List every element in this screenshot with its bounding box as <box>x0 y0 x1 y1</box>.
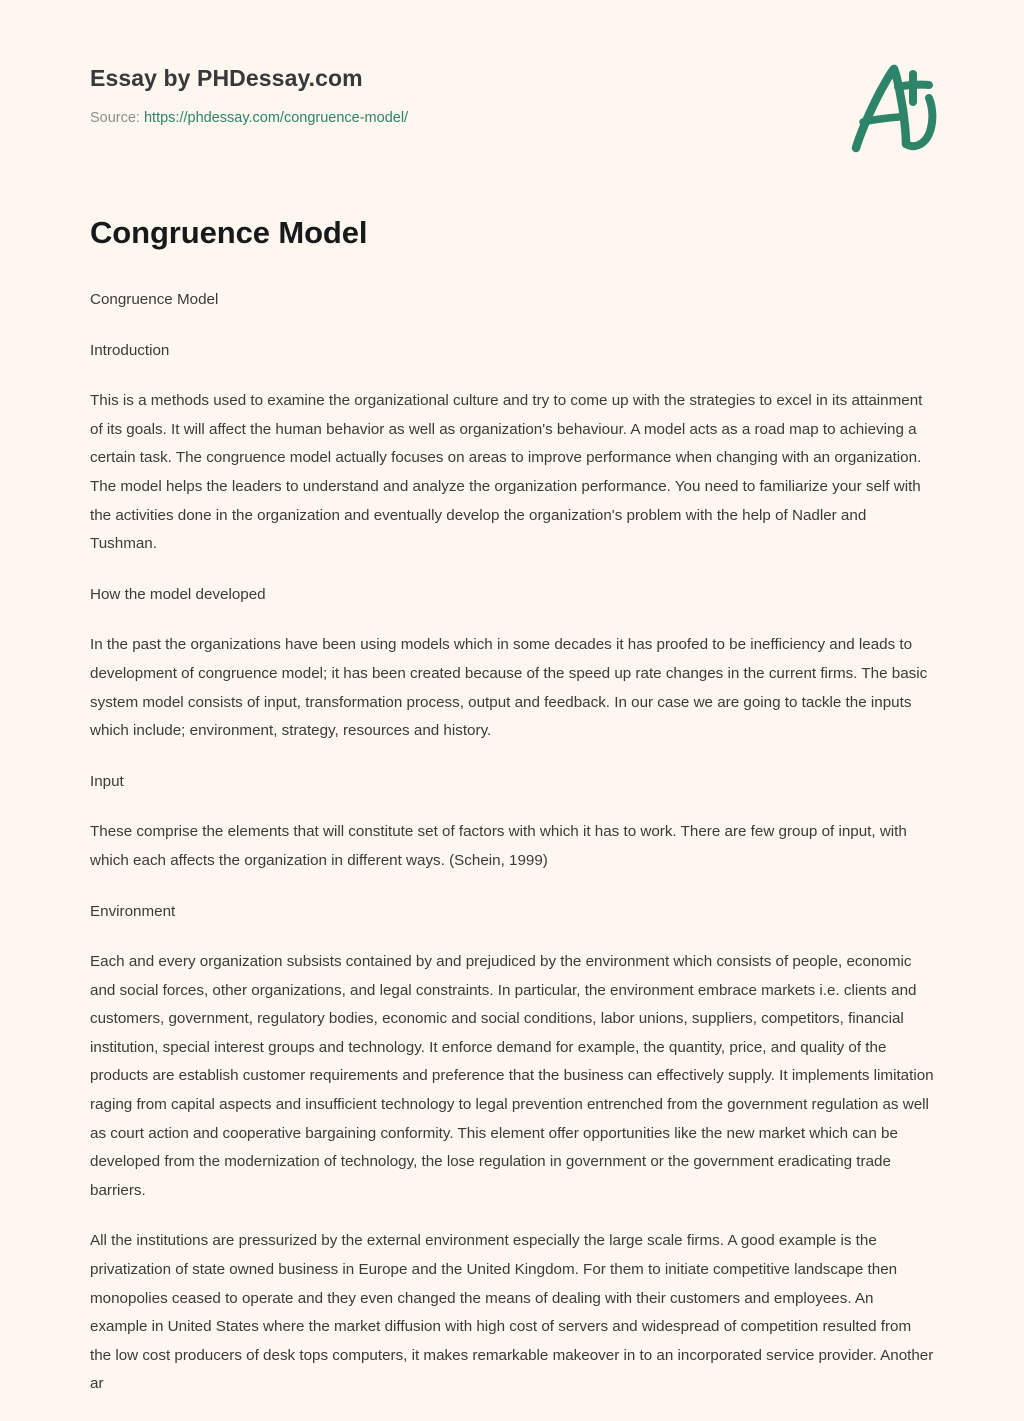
paragraph: How the model developed <box>90 585 266 603</box>
article-body <box>90 214 935 1421</box>
source-line <box>90 108 408 128</box>
phdessay-logo[interactable] <box>830 52 962 164</box>
article-title: Congruence Model <box>90 215 368 250</box>
source-label: Source: <box>90 110 140 126</box>
site-header <box>0 0 1024 200</box>
page-title: Essay by PHDessay.com <box>90 65 363 91</box>
brand-block <box>90 64 408 128</box>
paragraph: Each and every organization subsists contained by and prejudiced by the environment which consists of people, economic and social forces, other organizations, and legal constraints. In particular, the environment embrace markets i.e. clients and customers, government, regulatory bodies, economic and social conditions, labor unions, suppliers, competitors, financial institution, special interest groups and technology. It enforce demand for example, the quantity, price, and quality of the products are establish customer requirements and preference that the business can effectively supply. It implements limitation raging from capital aspects and insufficient technology to legal prevention entrenched from the government regulation as well as court action and cooperative bargaining conformity. This element offer opportunities like the new market which can be developed from the modernization of technology, the lose regulation in government or the government eradicating trade barriers. <box>90 953 934 1199</box>
paragraph: Introduction <box>90 341 170 359</box>
source-link[interactable]: https://phdessay.com/congruence-model/ <box>143 110 409 126</box>
paragraph: Congruence Model <box>90 291 219 308</box>
paragraph: All the institutions are pressurized by the external environment especially the large scale firms. A good example is the privatization of state owned business in Europe and the United Kingdom. For them to initiate competitive landscape then monopolies ceased to operate and they even changed the means of dealing with their customers and employees. An example in United States where the market diffusion with high cost of servers and widespread of competition resulted from the low cost producers of desk tops computers, it makes remarkable makeover in to an incorporated service provider. Another ar <box>90 1232 934 1393</box>
paragraph: Input <box>90 772 124 790</box>
paragraph: This is a methods used to examine the organizational culture and try to come up with the strategies to excel in its attainment of its goals. It will affect the human behavior as well as organization's behaviour. A model acts as a road map to achieving a certain task. The congruence model actually focuses on areas to improve performance when changing with an organization. The model helps the leaders to understand and analyze the organization performance. You need to familiarize your self with the activities done in the organization and eventually develop the organization's problem with the help of Nadler and Tushman. <box>90 392 923 553</box>
paragraph: Environment <box>90 902 176 920</box>
article-text <box>90 286 935 1399</box>
paragraph: In the past the organizations have been using models which in some decades it has proofed to be inefficiency and leads to development of congruence model; it has been created because of the speed up rate changes in the current firms. The basic system model consists of input, transformation process, output and feedback. In our case we are going to tackle the inputs which include; environment, strategy, resources and history. <box>90 636 928 740</box>
paragraph: These comprise the elements that will constitute set of factors with which it has to work. There are few group of input, with which each affects the organization in different ways. (Schein, 1999) <box>90 823 907 869</box>
